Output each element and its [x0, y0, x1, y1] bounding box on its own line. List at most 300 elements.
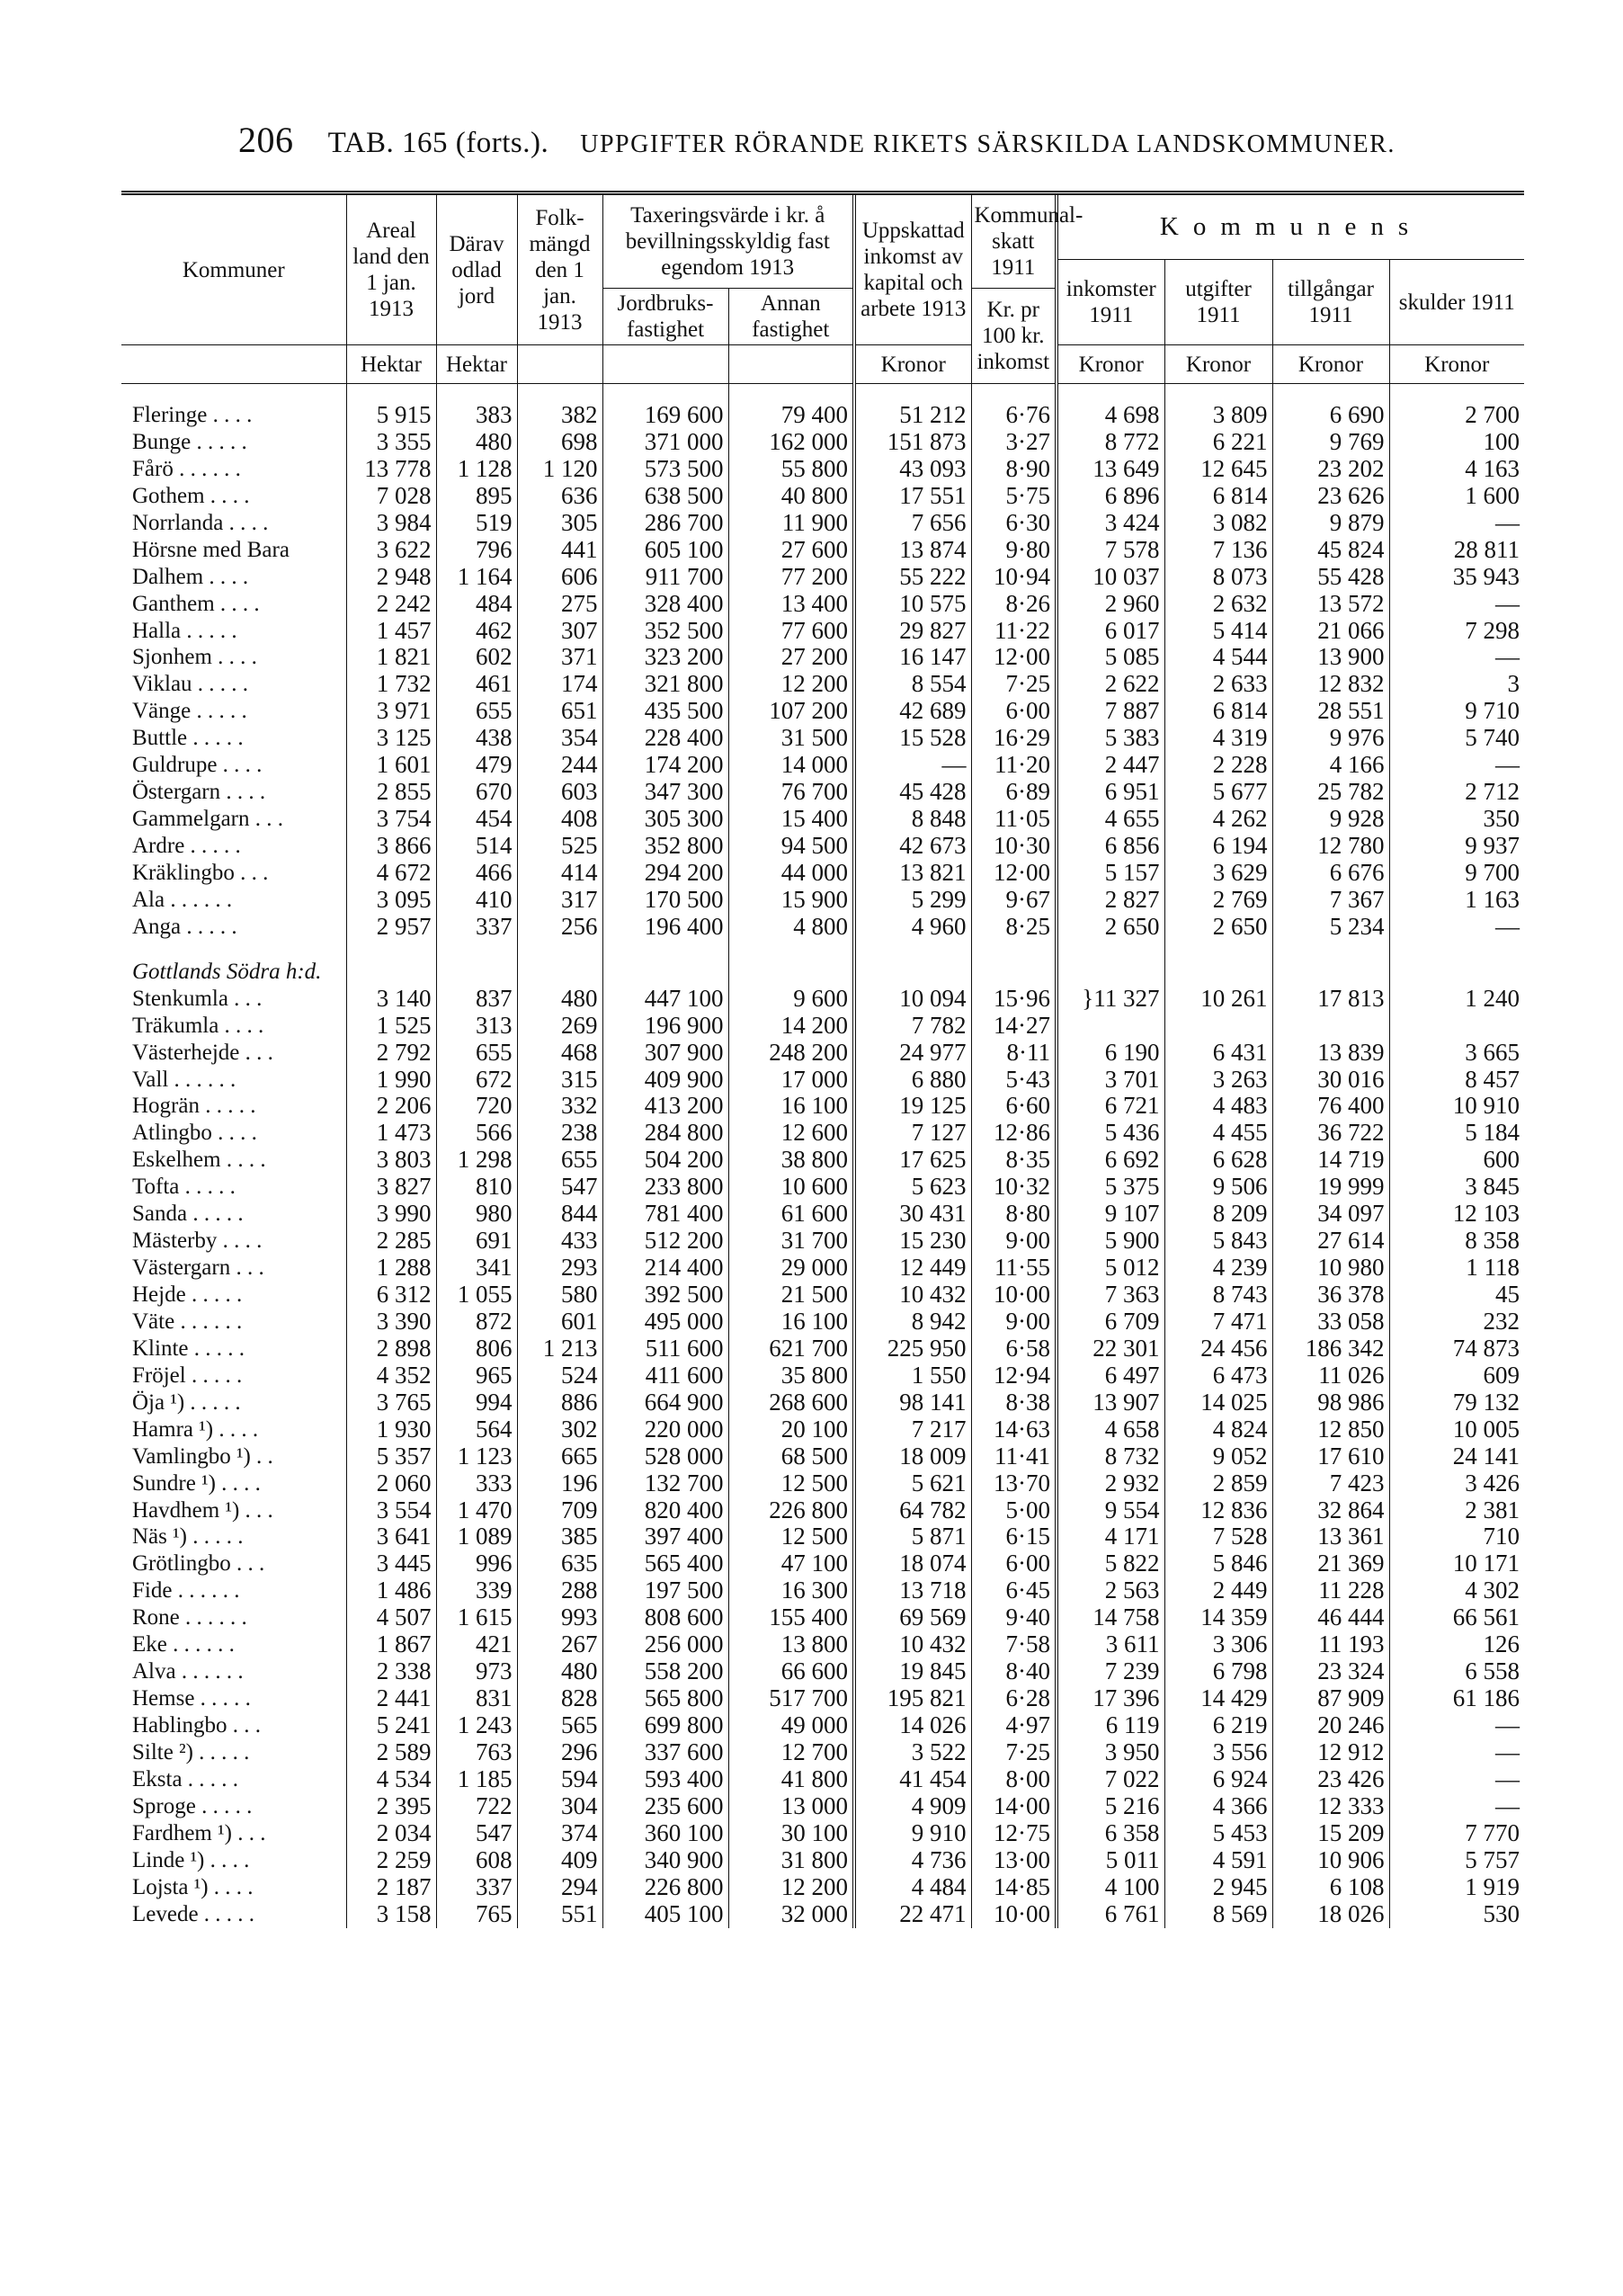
cell-areal: 3 554 [346, 1497, 436, 1524]
cell-areal: 5 357 [346, 1443, 436, 1470]
cell-utgifter: 4 483 [1164, 1093, 1272, 1120]
cell-name: Hablingbo . . . [132, 1713, 262, 1738]
cell-skatt: 9·00 [971, 1228, 1057, 1255]
cell-areal: 1 525 [346, 1013, 436, 1040]
cell-folk: 433 [517, 1228, 602, 1255]
cell-utgifter: 5 453 [1164, 1820, 1272, 1847]
cell-tillgangar: 28 551 [1272, 698, 1389, 725]
cell-annan: 55 800 [728, 456, 854, 483]
cell-folk: 244 [517, 752, 602, 779]
cell-jordbruk: 808 600 [602, 1604, 728, 1631]
cell-inkomster: 3 950 [1057, 1739, 1164, 1766]
cell-jordbruk: 511 600 [602, 1336, 728, 1362]
cell-skulder: 3 [1389, 671, 1524, 698]
cell-odlad: 872 [436, 1309, 517, 1336]
unit-annan-blank [728, 345, 854, 384]
header-annan-fastighet: Annan fastighet [728, 289, 854, 345]
cell-areal: 3 095 [346, 887, 436, 914]
cell-skatt: 12·86 [971, 1120, 1057, 1147]
cell-inkomster: 2 622 [1057, 671, 1164, 698]
table-row [121, 1389, 1524, 1416]
cell-areal: 6 312 [346, 1282, 436, 1309]
table-row [121, 1201, 1524, 1228]
cell-areal: 2 060 [346, 1470, 436, 1497]
page-number: 206 [238, 120, 294, 160]
cell-inkomster: 2 447 [1057, 752, 1164, 779]
cell-name: Linde ¹) . . . . [132, 1847, 250, 1872]
cell-annan: 268 600 [728, 1389, 854, 1416]
cell-utgifter: 5 846 [1164, 1550, 1272, 1577]
cell-uppskattad: 5 299 [854, 887, 971, 914]
cell-jordbruk: 565 400 [602, 1550, 728, 1577]
cell-tillgangar: 9 928 [1272, 806, 1389, 833]
table-body [121, 384, 1524, 1928]
cell-utgifter: 5 843 [1164, 1228, 1272, 1255]
cell-folk: 304 [517, 1793, 602, 1820]
header-utgifter: utgifter 1911 [1164, 260, 1272, 345]
cell-skatt: 11·22 [971, 618, 1057, 645]
cell-uppskattad: 4 736 [854, 1847, 971, 1874]
cell-uppskattad: 151 873 [854, 429, 971, 456]
spacer-cell [121, 941, 346, 959]
cell-areal: 2 441 [346, 1685, 436, 1712]
cell-uppskattad: 195 821 [854, 1685, 971, 1712]
cell-odlad: 796 [436, 537, 517, 564]
cell-utgifter: 6 219 [1164, 1712, 1272, 1739]
spacer-cell [1057, 941, 1164, 959]
cell-tillgangar: 12 850 [1272, 1416, 1389, 1443]
cell-name: Västergarn . . . [132, 1255, 264, 1281]
cell-annan: 12 500 [728, 1523, 854, 1550]
cell-odlad: 1 123 [436, 1443, 517, 1470]
statistics-table [121, 191, 1524, 1928]
section-blank-cell [346, 959, 436, 986]
cell-name: Eskelhem . . . . [132, 1148, 266, 1173]
cell-skatt: 8·40 [971, 1658, 1057, 1685]
cell-jordbruk: 307 900 [602, 1040, 728, 1067]
spacer-cell [121, 384, 346, 403]
cell-skulder: 530 [1389, 1901, 1524, 1928]
cell-uppskattad: 13 874 [854, 537, 971, 564]
cell-utgifter: 4 262 [1164, 806, 1272, 833]
cell-odlad: 895 [436, 483, 517, 510]
cell-inkomster: 13 907 [1057, 1389, 1164, 1416]
cell-areal: 5 241 [346, 1712, 436, 1739]
cell-jordbruk: 328 400 [602, 591, 728, 618]
cell-areal: 2 034 [346, 1820, 436, 1847]
cell-folk: 709 [517, 1497, 602, 1524]
spacer-cell [517, 941, 602, 959]
cell-tillgangar: 10 906 [1272, 1847, 1389, 1874]
cell-skatt: 16·29 [971, 725, 1057, 752]
cell-jordbruk: 196 900 [602, 1013, 728, 1040]
cell-areal: 1 288 [346, 1255, 436, 1282]
cell-skatt: 6·00 [971, 698, 1057, 725]
cell-odlad: 810 [436, 1174, 517, 1201]
cell-odlad: 965 [436, 1362, 517, 1389]
cell-tillgangar: 87 909 [1272, 1685, 1389, 1712]
cell-uppskattad: 29 827 [854, 618, 971, 645]
cell-areal: 3 984 [346, 510, 436, 537]
page-header [238, 119, 1533, 161]
cell-utgifter: 12 645 [1164, 456, 1272, 483]
cell-name: Buttle . . . . . [132, 726, 244, 751]
cell-skulder: — [1389, 1739, 1524, 1766]
cell-name: Öja ¹) . . . . . [132, 1389, 241, 1415]
cell-odlad: 1 470 [436, 1497, 517, 1524]
cell-name: Havdhem ¹) . . . [132, 1497, 273, 1523]
cell-inkomster: 5 011 [1057, 1847, 1164, 1874]
cell-areal: 3 622 [346, 537, 436, 564]
cell-uppskattad: 13 821 [854, 860, 971, 887]
cell-folk: 468 [517, 1040, 602, 1067]
cell-uppskattad: 18 074 [854, 1550, 971, 1577]
cell-skulder: — [1389, 644, 1524, 671]
section-blank-cell [1164, 959, 1272, 986]
cell-uppskattad: 7 127 [854, 1120, 971, 1147]
table-row [121, 429, 1524, 456]
cell-inkomster: 6 017 [1057, 618, 1164, 645]
cell-tillgangar: 76 400 [1272, 1093, 1389, 1120]
cell-utgifter: 2 945 [1164, 1874, 1272, 1901]
cell-name: Östergarn . . . . [132, 780, 266, 805]
cell-folk: 480 [517, 986, 602, 1013]
cell-folk: 385 [517, 1523, 602, 1550]
cell-folk: 408 [517, 806, 602, 833]
cell-inkomster: 2 932 [1057, 1470, 1164, 1497]
table-row [121, 1766, 1524, 1793]
table-row [121, 1336, 1524, 1362]
cell-skatt: 7·58 [971, 1631, 1057, 1658]
cell-jordbruk: 512 200 [602, 1228, 728, 1255]
cell-folk: 698 [517, 429, 602, 456]
cell-areal: 2 285 [346, 1228, 436, 1255]
cell-tillgangar: 11 026 [1272, 1362, 1389, 1389]
cell-skulder: — [1389, 752, 1524, 779]
table-row [121, 1013, 1524, 1040]
table-row [121, 1470, 1524, 1497]
cell-jordbruk: 347 300 [602, 779, 728, 806]
cell-utgifter: 4 591 [1164, 1847, 1272, 1874]
cell-utgifter: 8 209 [1164, 1201, 1272, 1228]
table-row [121, 1847, 1524, 1874]
spacer-cell [728, 941, 854, 959]
cell-jordbruk: 337 600 [602, 1739, 728, 1766]
section-blank-cell [971, 959, 1057, 986]
cell-tillgangar: 45 824 [1272, 537, 1389, 564]
cell-skatt: 10·00 [971, 1282, 1057, 1309]
cell-areal: 13 778 [346, 456, 436, 483]
cell-jordbruk: 321 800 [602, 671, 728, 698]
cell-name: Gothem . . . . [132, 483, 250, 508]
cell-name: Viklau . . . . . [132, 672, 249, 697]
cell-tillgangar: 11 193 [1272, 1631, 1389, 1658]
cell-tillgangar: 55 428 [1272, 564, 1389, 591]
cell-uppskattad: 7 782 [854, 1013, 971, 1040]
cell-odlad: 996 [436, 1550, 517, 1577]
cell-inkomster: 6 856 [1057, 833, 1164, 860]
cell-odlad: 837 [436, 986, 517, 1013]
cell-areal: 2 792 [346, 1040, 436, 1067]
cell-skulder: 9 710 [1389, 698, 1524, 725]
header-kommunalskatt-unit: Kr. pr 100 kr. inkomst [971, 289, 1057, 384]
cell-inkomster: 5 436 [1057, 1120, 1164, 1147]
cell-name: Tofta . . . . . [132, 1175, 236, 1200]
cell-tillgangar: 19 999 [1272, 1174, 1389, 1201]
cell-tillgangar: 23 324 [1272, 1658, 1389, 1685]
unit-uppskattad: Kronor [854, 345, 971, 384]
cell-skatt: 10·32 [971, 1174, 1057, 1201]
header-kommunalskatt: Kommunal-skatt 1911 [971, 193, 1057, 289]
cell-inkomster: 9 554 [1057, 1497, 1164, 1524]
cell-uppskattad: 5 871 [854, 1523, 971, 1550]
cell-folk: 302 [517, 1416, 602, 1443]
cell-areal: 2 948 [346, 564, 436, 591]
spacer-row [121, 941, 1524, 959]
table-row [121, 591, 1524, 618]
cell-annan: 41 800 [728, 1766, 854, 1793]
cell-folk: 525 [517, 833, 602, 860]
cell-areal: 1 473 [346, 1120, 436, 1147]
cell-skatt: 11·05 [971, 806, 1057, 833]
cell-inkomster: 6 358 [1057, 1820, 1164, 1847]
cell-jordbruk: 781 400 [602, 1201, 728, 1228]
cell-name: Norrlanda . . . . [132, 510, 269, 535]
cell-name: Alva . . . . . . [132, 1659, 244, 1684]
cell-tillgangar: 7 367 [1272, 887, 1389, 914]
cell-jordbruk: 214 400 [602, 1255, 728, 1282]
cell-skulder: — [1389, 1712, 1524, 1739]
cell-skulder: 66 561 [1389, 1604, 1524, 1631]
cell-tillgangar: 32 864 [1272, 1497, 1389, 1524]
cell-annan: 13 000 [728, 1793, 854, 1820]
cell-annan: 21 500 [728, 1282, 854, 1309]
cell-skatt: 14·27 [971, 1013, 1057, 1040]
cell-tillgangar: 27 614 [1272, 1228, 1389, 1255]
cell-name: Fide . . . . . . [132, 1578, 240, 1604]
cell-inkomster: 14 758 [1057, 1604, 1164, 1631]
cell-folk: 409 [517, 1847, 602, 1874]
cell-inkomster: 7 363 [1057, 1282, 1164, 1309]
cell-uppskattad: 14 026 [854, 1712, 971, 1739]
cell-folk: 288 [517, 1577, 602, 1604]
cell-jordbruk: 226 800 [602, 1874, 728, 1901]
cell-annan: 68 500 [728, 1443, 854, 1470]
cell-inkomster: 2 650 [1057, 914, 1164, 941]
cell-name: Vamlingbo ¹) . . [132, 1443, 273, 1469]
cell-name: Fardhem ¹) . . . [132, 1820, 266, 1845]
cell-areal: 3 158 [346, 1901, 436, 1928]
cell-skatt: 8·80 [971, 1201, 1057, 1228]
cell-skulder: 9 700 [1389, 860, 1524, 887]
cell-jordbruk: 593 400 [602, 1766, 728, 1793]
table-row [121, 986, 1524, 1013]
cell-utgifter: 6 628 [1164, 1147, 1272, 1174]
table-row [121, 618, 1524, 645]
cell-tillgangar: 13 361 [1272, 1523, 1389, 1550]
cell-skulder: 79 132 [1389, 1389, 1524, 1416]
cell-jordbruk: 664 900 [602, 1389, 728, 1416]
cell-tillgangar: 17 610 [1272, 1443, 1389, 1470]
cell-name: Hejde . . . . . [132, 1282, 243, 1307]
cell-utgifter: 6 814 [1164, 483, 1272, 510]
cell-name: Näs ¹) . . . . . [132, 1524, 244, 1550]
cell-areal: 1 930 [346, 1416, 436, 1443]
cell-name: Halla . . . . . [132, 618, 237, 643]
cell-utgifter: 8 569 [1164, 1901, 1272, 1928]
spacer-cell [346, 941, 436, 959]
cell-tillgangar: 17 813 [1272, 986, 1389, 1013]
cell-folk: 332 [517, 1093, 602, 1120]
cell-folk: 601 [517, 1309, 602, 1336]
cell-uppskattad: 64 782 [854, 1497, 971, 1524]
cell-jordbruk: 360 100 [602, 1820, 728, 1847]
cell-skatt: 6·15 [971, 1523, 1057, 1550]
spacer-cell [602, 941, 728, 959]
cell-tillgangar: 34 097 [1272, 1201, 1389, 1228]
cell-uppskattad: 5 621 [854, 1470, 971, 1497]
table-row [121, 1282, 1524, 1309]
cell-odlad: 994 [436, 1389, 517, 1416]
cell-areal: 3 803 [346, 1147, 436, 1174]
cell-areal: 1 601 [346, 752, 436, 779]
cell-folk: 603 [517, 779, 602, 806]
cell-areal: 3 641 [346, 1523, 436, 1550]
cell-annan: 49 000 [728, 1712, 854, 1739]
cell-skatt: 8·26 [971, 591, 1057, 618]
table-row [121, 510, 1524, 537]
cell-utgifter: 14 359 [1164, 1604, 1272, 1631]
cell-skulder: 24 141 [1389, 1443, 1524, 1470]
cell-skatt: 6·00 [971, 1550, 1057, 1577]
header-areal: Areal land den 1 jan. 1913 [346, 193, 436, 345]
cell-odlad: 341 [436, 1255, 517, 1282]
cell-tillgangar: 33 058 [1272, 1309, 1389, 1336]
cell-areal: 3 355 [346, 429, 436, 456]
cell-skulder [1389, 1013, 1524, 1040]
cell-tillgangar: 5 234 [1272, 914, 1389, 941]
table-row [121, 564, 1524, 591]
cell-name: Levede . . . . . [132, 1901, 255, 1926]
cell-jordbruk: 233 800 [602, 1174, 728, 1201]
cell-inkomster: 8 772 [1057, 429, 1164, 456]
cell-annan: 47 100 [728, 1550, 854, 1577]
cell-skatt: 11·20 [971, 752, 1057, 779]
cell-utgifter [1164, 1013, 1272, 1040]
cell-odlad: 1 615 [436, 1604, 517, 1631]
cell-tillgangar: 12 912 [1272, 1739, 1389, 1766]
cell-areal: 3 866 [346, 833, 436, 860]
cell-annan: 162 000 [728, 429, 854, 456]
cell-skulder: 4 163 [1389, 456, 1524, 483]
cell-tillgangar: 10 980 [1272, 1255, 1389, 1282]
table-row [121, 1739, 1524, 1766]
cell-skulder: 600 [1389, 1147, 1524, 1174]
cell-jordbruk: 447 100 [602, 986, 728, 1013]
cell-areal: 3 827 [346, 1174, 436, 1201]
cell-utgifter: 5 414 [1164, 618, 1272, 645]
cell-name: Stenkumla . . . [132, 986, 263, 1011]
cell-inkomster: 7 578 [1057, 537, 1164, 564]
cell-folk: 665 [517, 1443, 602, 1470]
table-row [121, 887, 1524, 914]
cell-skulder: 5 184 [1389, 1120, 1524, 1147]
cell-annan: 517 700 [728, 1685, 854, 1712]
cell-skatt: 14·63 [971, 1416, 1057, 1443]
cell-annan: 16 100 [728, 1309, 854, 1336]
table-row [121, 1658, 1524, 1685]
cell-uppskattad: 9 910 [854, 1820, 971, 1847]
cell-odlad: 514 [436, 833, 517, 860]
cell-name: Mästerby . . . . [132, 1228, 263, 1254]
table-row [121, 1228, 1524, 1255]
cell-annan: 76 700 [728, 779, 854, 806]
cell-annan: 40 800 [728, 483, 854, 510]
cell-tillgangar: 25 782 [1272, 779, 1389, 806]
header-skulder: skulder 1911 [1389, 260, 1524, 345]
cell-uppskattad: 41 454 [854, 1766, 971, 1793]
cell-uppskattad: 7 656 [854, 510, 971, 537]
cell-utgifter: 7 471 [1164, 1309, 1272, 1336]
table-row [121, 1874, 1524, 1901]
cell-inkomster: 5 012 [1057, 1255, 1164, 1282]
cell-folk: 655 [517, 1147, 602, 1174]
cell-inkomster: 17 396 [1057, 1685, 1164, 1712]
table-row [121, 779, 1524, 806]
cell-folk: 635 [517, 1550, 602, 1577]
cell-skatt: 6·45 [971, 1577, 1057, 1604]
cell-skulder: 45 [1389, 1282, 1524, 1309]
cell-skatt: 13·70 [971, 1470, 1057, 1497]
cell-folk: 1 213 [517, 1336, 602, 1362]
cell-areal: 3 390 [346, 1309, 436, 1336]
table-row [121, 1067, 1524, 1094]
cell-skatt: 5·00 [971, 1497, 1057, 1524]
table-row [121, 483, 1524, 510]
cell-odlad: 1 089 [436, 1523, 517, 1550]
cell-uppskattad: 17 625 [854, 1147, 971, 1174]
cell-skatt: 5·75 [971, 483, 1057, 510]
cell-areal: 2 589 [346, 1739, 436, 1766]
cell-annan: 17 000 [728, 1067, 854, 1094]
cell-annan: 77 200 [728, 564, 854, 591]
section-row [121, 959, 1524, 986]
cell-skulder: 3 665 [1389, 1040, 1524, 1067]
cell-odlad: 337 [436, 1874, 517, 1901]
cell-odlad: 765 [436, 1901, 517, 1928]
cell-annan: 16 100 [728, 1093, 854, 1120]
cell-jordbruk: 323 200 [602, 644, 728, 671]
cell-inkomster: 6 190 [1057, 1040, 1164, 1067]
cell-skatt: 14·00 [971, 1793, 1057, 1820]
cell-skatt: 6·76 [971, 402, 1057, 429]
cell-odlad: 462 [436, 618, 517, 645]
header-kommunens: Kommunens [1057, 193, 1524, 260]
cell-skulder: 10 910 [1389, 1093, 1524, 1120]
cell-jordbruk: 371 000 [602, 429, 728, 456]
cell-folk: 256 [517, 914, 602, 941]
cell-jordbruk: 411 600 [602, 1362, 728, 1389]
cell-utgifter: 2 650 [1164, 914, 1272, 941]
cell-odlad: 722 [436, 1793, 517, 1820]
cell-odlad: 973 [436, 1658, 517, 1685]
table-row [121, 698, 1524, 725]
cell-annan: 79 400 [728, 402, 854, 429]
cell-utgifter: 6 798 [1164, 1658, 1272, 1685]
cell-inkomster: 10 037 [1057, 564, 1164, 591]
cell-uppskattad: 8 848 [854, 806, 971, 833]
cell-areal: 4 352 [346, 1362, 436, 1389]
